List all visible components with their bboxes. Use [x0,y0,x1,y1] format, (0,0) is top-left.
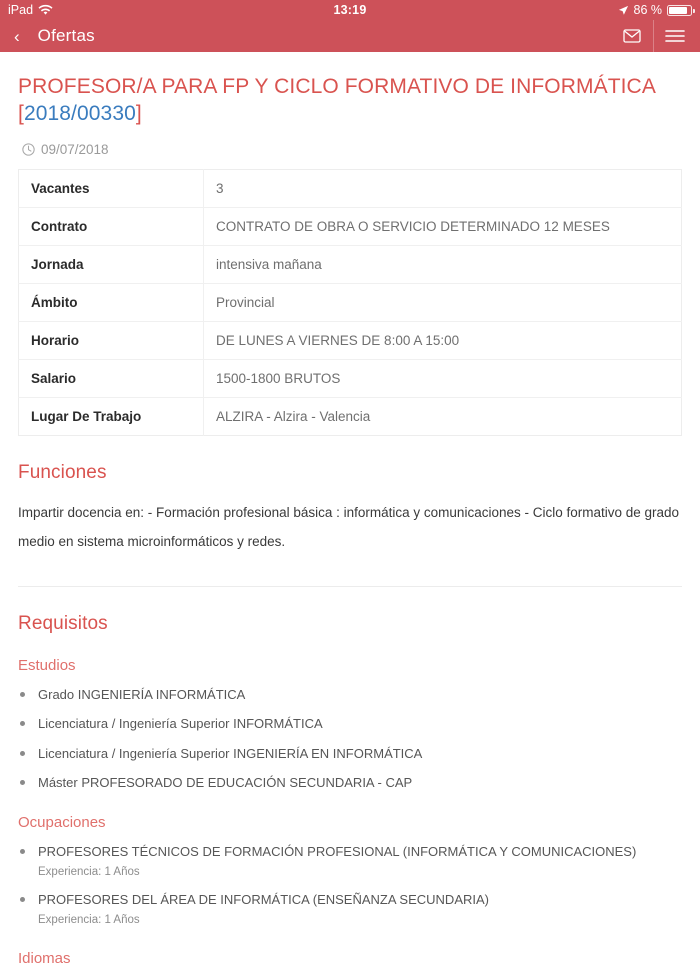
row-value: 1500-1800 BRUTOS [204,359,682,397]
subsection-heading-estudios: Estudios [18,656,76,674]
offer-info-table-body [19,169,682,435]
offer-id: 2018/00330 [23,101,136,125]
menu-button[interactable] [654,20,696,52]
offer-info-table [18,169,682,436]
status-bar-left [8,3,53,17]
ocupacion-title: PROFESORES TÉCNICOS DE FORMACIÓN PROFESIONAL (INFORMÁTICA Y COMUNICACIONES) [38,843,637,859]
table-row [19,207,682,245]
row-label: Contrato [19,207,204,245]
list-item: Licenciatura / Ingeniería Superior INFORMÁTICA [18,715,682,733]
section-heading-requisitos: Requisitos [18,612,108,634]
mail-button[interactable] [611,20,653,52]
table-row [19,169,682,207]
row-value: CONTRATO DE OBRA O SERVICIO DETERMINADO 12 MESES [204,207,682,245]
row-label: Lugar De Trabajo [19,397,204,435]
envelope-icon [623,29,641,43]
status-bar-right [618,3,693,17]
estudios-list [18,686,682,792]
row-label: Ámbito [19,283,204,321]
list-item [18,891,682,928]
row-value: intensiva mañana [204,245,682,283]
clock-icon [22,143,35,156]
row-value: 3 [204,169,682,207]
back-button[interactable] [10,26,95,46]
battery-icon [667,5,692,16]
table-row [19,397,682,435]
list-item: Máster PROFESORADO DE EDUCACIÓN SECUNDARIA - CAP [18,774,682,792]
offer-id-bracket-open: [ [18,101,24,125]
section-heading-funciones: Funciones [18,461,107,483]
row-value: Provincial [204,283,682,321]
row-label: Salario [19,359,204,397]
table-row [19,321,682,359]
list-item: Grado INGENIERÍA INFORMÁTICA [18,686,682,704]
offer-date [22,142,682,157]
navigation-bar-actions [611,20,696,52]
subsection-heading-idiomas: Idiomas [18,950,71,967]
status-bar-clock: 13:19 [333,3,367,17]
list-item: Licenciatura / Ingeniería Superior INGENIERÍA EN INFORMÁTICA [18,745,682,763]
ocupacion-experience: Experiencia: 1 Años [38,865,140,878]
table-row [19,283,682,321]
table-row [19,359,682,397]
device-name: iPad [8,3,34,17]
ocupacion-experience: Experiencia: 1 Años [38,913,140,926]
offer-date-text: 09/07/2018 [41,141,109,157]
battery-percent-label: 86 % [633,3,662,17]
status-bar [0,0,700,20]
offer-id-bracket-close: ] [135,101,142,125]
row-label: Jornada [19,245,204,283]
location-arrow-icon [618,5,629,16]
section-divider [18,586,682,587]
table-row [19,245,682,283]
wifi-icon [38,5,53,16]
funciones-text: Impartir docencia en: - Formación profesional básica : informática y comunicaciones - Ciclo formativo de grado medio en sistema microinformáticos y redes. [18,504,680,549]
row-label: Horario [19,321,204,359]
page-title [18,74,682,128]
chevron-left-icon: ‹ [14,26,20,46]
offer-title-text: PROFESOR/A PARA FP Y CICLO FORMATIVO DE INFORMÁTICA [18,75,655,98]
nav-title: Ofertas [37,26,95,45]
list-item [18,843,682,880]
row-value: ALZIRA - Alzira - Valencia [216,408,371,424]
ocupacion-title: PROFESORES DEL ÁREA DE INFORMÁTICA (ENSEÑANZA SECUNDARIA) [38,892,489,908]
ocupaciones-list [18,843,682,928]
row-label: Vacantes [19,169,204,207]
subsection-heading-ocupaciones: Ocupaciones [18,813,106,831]
navigation-bar [0,20,700,52]
offer-detail-content [0,74,700,967]
hamburger-menu-icon [665,29,685,43]
row-value: DE LUNES A VIERNES DE 8:00 A 15:00 [204,321,682,359]
